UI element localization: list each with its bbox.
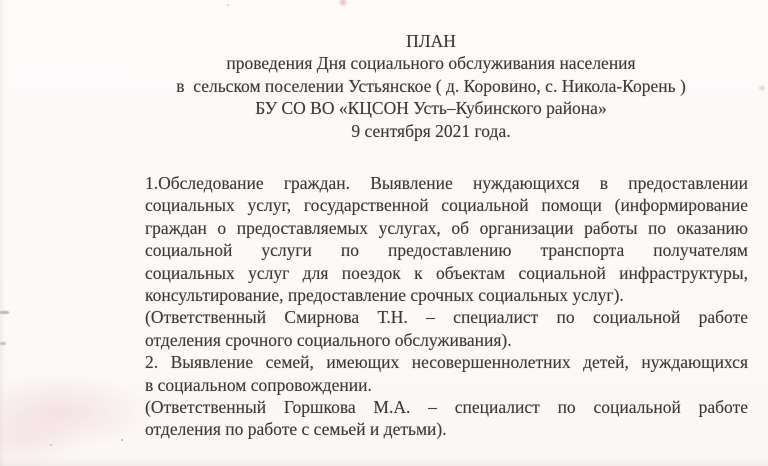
scan-speck [121,439,123,441]
body-line: в социальном сопровождении. [145,374,372,395]
scan-edge-mark [0,311,9,314]
header-date: 9 сентября 2021 года. [351,120,511,141]
body-line: (Ответственный Горшкова М.А. – специалист по социальной работе [145,397,748,418]
body-line: социальных услуг для поездок к объектам социальной инфраструктуры, [145,262,748,283]
scan-edge-mark [0,342,6,345]
body-line: отделения по работе с семьей и детьми). [145,419,447,440]
body-line: консультирование, предоставление срочных социальных услуг). [145,285,624,306]
body-line: 2. Выявление семей, имеющих несовершеннолетних детей, нуждающихся [145,352,748,373]
scan-speck [227,4,229,6]
header-subtitle-event: проведения Дня социального обслуживания населения [226,53,636,74]
document-body [145,172,748,441]
document-title: ПЛАН [406,31,456,51]
body-line: 1.Обследование граждан. Выявление нуждающихся в предоставлении [145,173,748,193]
header-subtitle-institution: БУ СО ВО «КЦСОН Усть–Кубинского района» [255,98,607,119]
body-line: граждан о предоставляемых услугах, об организации работы по оказанию [145,217,748,238]
body-line: (Ответственный Смирнова Т.Н. – специалист по социальной работе [145,307,748,328]
body-line: социальной услуги по предоставлению транспорта получателям [145,240,748,261]
body-line: социальных услуг, государственной социальной помощи (информирование [145,195,748,216]
scan-speck [50,444,52,446]
body-line: отделения срочного социального обслуживания). [145,329,512,350]
document-header [129,30,733,142]
header-subtitle-location: в сельском поселении Устьянское ( д. Коровино, с. Никола-Корень ) [176,75,686,96]
